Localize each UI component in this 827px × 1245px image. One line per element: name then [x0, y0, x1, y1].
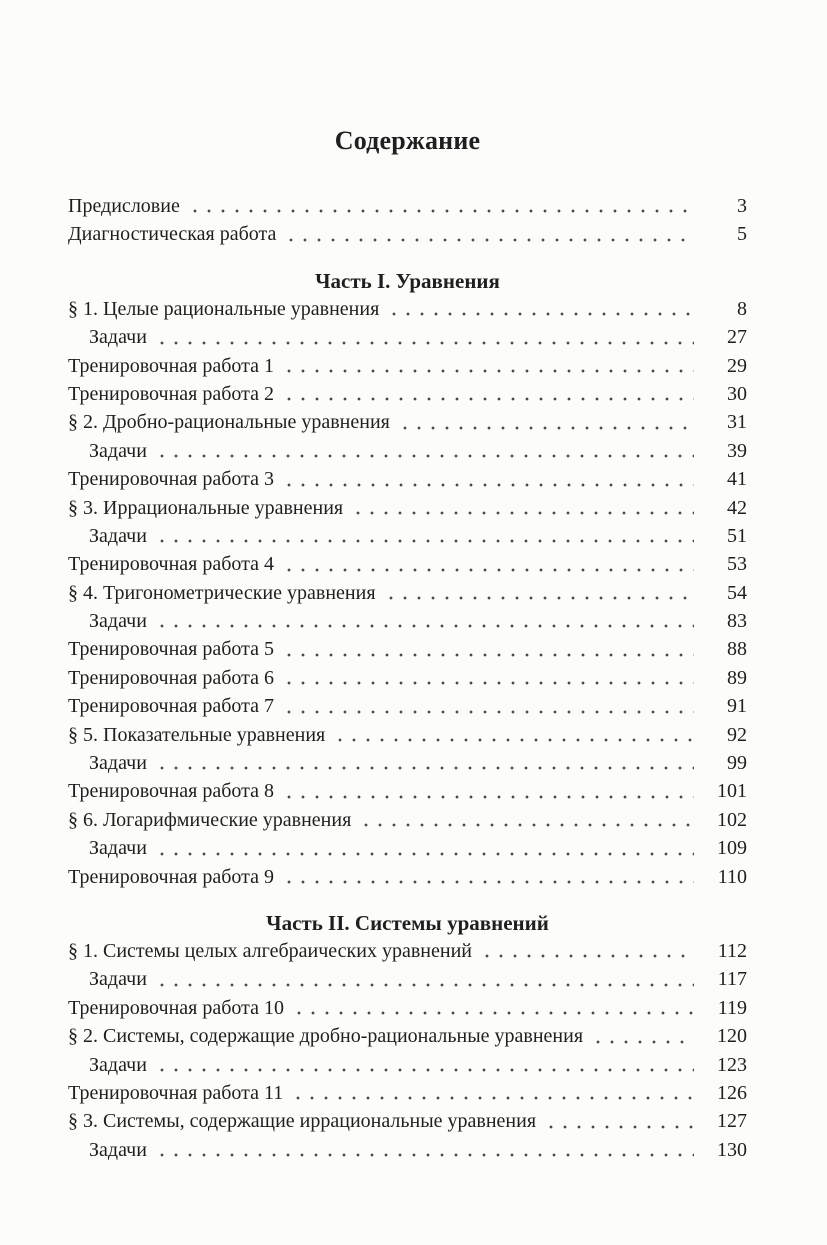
page-title: Содержание: [334, 126, 481, 155]
toc-entry-label: Задачи: [89, 439, 147, 462]
toc-entry-page: 126: [717, 1081, 747, 1104]
toc-entry-page: 30: [727, 382, 747, 405]
dot-leader: [155, 522, 694, 550]
part-entries: [68, 295, 747, 891]
toc-entry: [68, 777, 747, 805]
dot-leader: [282, 550, 694, 578]
dot-leader: [284, 220, 694, 248]
toc-entry: [68, 579, 747, 607]
dot-leader: [282, 692, 694, 720]
toc-part: [68, 269, 747, 891]
dot-leader: [333, 721, 694, 749]
dot-leader: [155, 1051, 694, 1079]
toc-entry: [68, 295, 747, 323]
toc-entry: [68, 1022, 747, 1050]
toc-entry-label: Тренировочная работа 4: [68, 553, 275, 576]
dot-leader: [292, 994, 694, 1022]
toc-entry-label: Тренировочная работа 1: [68, 354, 275, 377]
dot-leader: [282, 352, 694, 380]
toc-entry: [68, 380, 747, 408]
toc-entry-page: 119: [717, 996, 747, 1019]
toc-entry-label: Тренировочная работа 8: [68, 780, 275, 803]
toc-entry-page: 112: [717, 939, 747, 962]
toc-entry-page: 120: [717, 1025, 747, 1048]
dot-leader: [591, 1022, 694, 1050]
toc-entry-page: 41: [727, 468, 747, 491]
toc-entry: [68, 550, 747, 578]
toc-entry: [68, 323, 747, 351]
toc-entry-page: 29: [727, 354, 747, 377]
dot-leader: [155, 749, 694, 777]
toc-entry-label: § 2. Системы, содержащие дробно-рациональные уравнения: [68, 1025, 584, 1048]
toc-entry: [68, 937, 747, 965]
dot-leader: [155, 323, 694, 351]
toc-entry-label: Задачи: [89, 1053, 147, 1076]
dot-leader: [387, 295, 694, 323]
part-heading: Часть I. Уравнения: [315, 268, 500, 293]
toc-entry: [68, 994, 747, 1022]
toc-entry-page: 42: [727, 496, 747, 519]
toc-entry-label: Тренировочная работа 2: [68, 382, 275, 405]
toc-entry-label: Диагностическая работа: [68, 223, 277, 246]
toc-entry-page: 89: [727, 666, 747, 689]
toc-entry: [68, 522, 747, 550]
toc-entry-page: 123: [717, 1053, 747, 1076]
toc-entry-page: 83: [727, 610, 747, 633]
dot-leader: [291, 1079, 694, 1107]
toc-entry-page: 130: [717, 1138, 747, 1161]
dot-leader: [282, 465, 694, 493]
toc-entry-page: 110: [717, 865, 747, 888]
toc-entry: [68, 749, 747, 777]
toc-entry: [68, 806, 747, 834]
toc-entry: [68, 352, 747, 380]
toc-entry: [68, 1107, 747, 1135]
toc-entry: [68, 635, 747, 663]
toc-entry: [68, 1079, 747, 1107]
toc-entry: [68, 408, 747, 436]
toc-entry-page: 117: [717, 968, 747, 991]
toc-entry-label: Задачи: [89, 1138, 147, 1161]
front-matter-list: [68, 192, 747, 249]
toc-entry-label: Тренировочная работа 3: [68, 468, 275, 491]
toc-entry-page: 102: [717, 808, 747, 831]
toc-entry: [68, 834, 747, 862]
toc-entry-page: 109: [717, 837, 747, 860]
dot-leader: [155, 834, 694, 862]
dot-leader: [155, 1136, 694, 1164]
dot-leader: [359, 806, 694, 834]
toc-entry-label: Задачи: [89, 837, 147, 860]
toc-entry: [68, 220, 747, 248]
toc-entry-page: 88: [727, 638, 747, 661]
toc-entry: [68, 437, 747, 465]
part-entries: [68, 937, 747, 1164]
toc-entry-page: 53: [727, 553, 747, 576]
toc-entry-page: 39: [727, 439, 747, 462]
toc-entry-label: Тренировочная работа 10: [68, 996, 285, 1019]
toc-entry: [68, 664, 747, 692]
toc-entry-label: Тренировочная работа 9: [68, 865, 275, 888]
toc-entry-label: § 3. Иррациональные уравнения: [68, 496, 344, 519]
toc-entry-label: Задачи: [89, 752, 147, 775]
toc-entry-label: Предисловие: [68, 195, 180, 217]
toc-entry-page: 91: [727, 695, 747, 718]
toc-entry-label: § 5. Показательные уравнения: [68, 723, 326, 746]
toc-entry: [68, 192, 747, 220]
dot-leader: [384, 579, 694, 607]
toc-entry-page: 5: [737, 223, 747, 246]
toc-entry-page: 99: [727, 752, 747, 775]
toc-entry-label: Задачи: [89, 610, 147, 633]
toc-entry-page: 31: [727, 411, 747, 434]
toc-entry-label: § 3. Системы, содержащие иррациональные уравнения: [68, 1110, 537, 1133]
dot-leader: [282, 635, 694, 663]
toc-entry-page: 51: [727, 524, 747, 547]
toc-entry-label: Тренировочная работа 5: [68, 638, 275, 661]
toc-entry: [68, 863, 747, 891]
toc-entry-label: § 2. Дробно-рациональные уравнения: [68, 411, 390, 434]
dot-leader: [351, 494, 694, 522]
dot-leader: [398, 408, 694, 436]
toc-entry-label: Задачи: [89, 968, 147, 991]
toc-entry-label: § 1. Системы целых алгебраических уравнений: [68, 939, 472, 962]
toc-entry-page: 54: [727, 581, 747, 604]
toc-entry: [68, 965, 747, 993]
toc-entry-page: 101: [717, 780, 747, 803]
dot-leader: [480, 937, 694, 965]
toc-entry-label: Тренировочная работа 11: [68, 1081, 284, 1104]
dot-leader: [188, 192, 694, 220]
toc-part: [68, 911, 747, 1164]
toc-entry-page: 27: [727, 326, 747, 349]
dot-leader: [155, 607, 694, 635]
toc-entry-page: 3: [737, 195, 747, 217]
dot-leader: [282, 380, 694, 408]
dot-leader: [282, 664, 694, 692]
toc-entry: [68, 1051, 747, 1079]
toc-entry-label: § 6. Логарифмические уравнения: [68, 808, 352, 831]
dot-leader: [544, 1107, 694, 1135]
toc-entry-page: 92: [727, 723, 747, 746]
dot-leader: [155, 965, 694, 993]
toc-entry: [68, 465, 747, 493]
part-heading: Часть II. Системы уравнений: [266, 910, 549, 935]
toc-entry: [68, 494, 747, 522]
toc-entry: [68, 607, 747, 635]
toc-entry-label: Задачи: [89, 524, 147, 547]
dot-leader: [282, 863, 694, 891]
parts-container: [68, 269, 747, 1164]
toc-entry-page: 8: [737, 297, 747, 320]
dot-leader: [282, 777, 694, 805]
toc-entry: [68, 692, 747, 720]
toc-entry-label: Задачи: [89, 326, 147, 349]
dot-leader: [155, 437, 694, 465]
toc-entry-label: § 4. Тригонометрические уравнения: [68, 581, 376, 604]
toc-entry: [68, 721, 747, 749]
toc-entry: [68, 1136, 747, 1164]
toc-entry-label: Тренировочная работа 6: [68, 666, 275, 689]
toc-entry-label: Тренировочная работа 7: [68, 695, 275, 718]
toc-entry-page: 127: [717, 1110, 747, 1133]
toc-entry-label: § 1. Целые рациональные уравнения: [68, 297, 380, 320]
